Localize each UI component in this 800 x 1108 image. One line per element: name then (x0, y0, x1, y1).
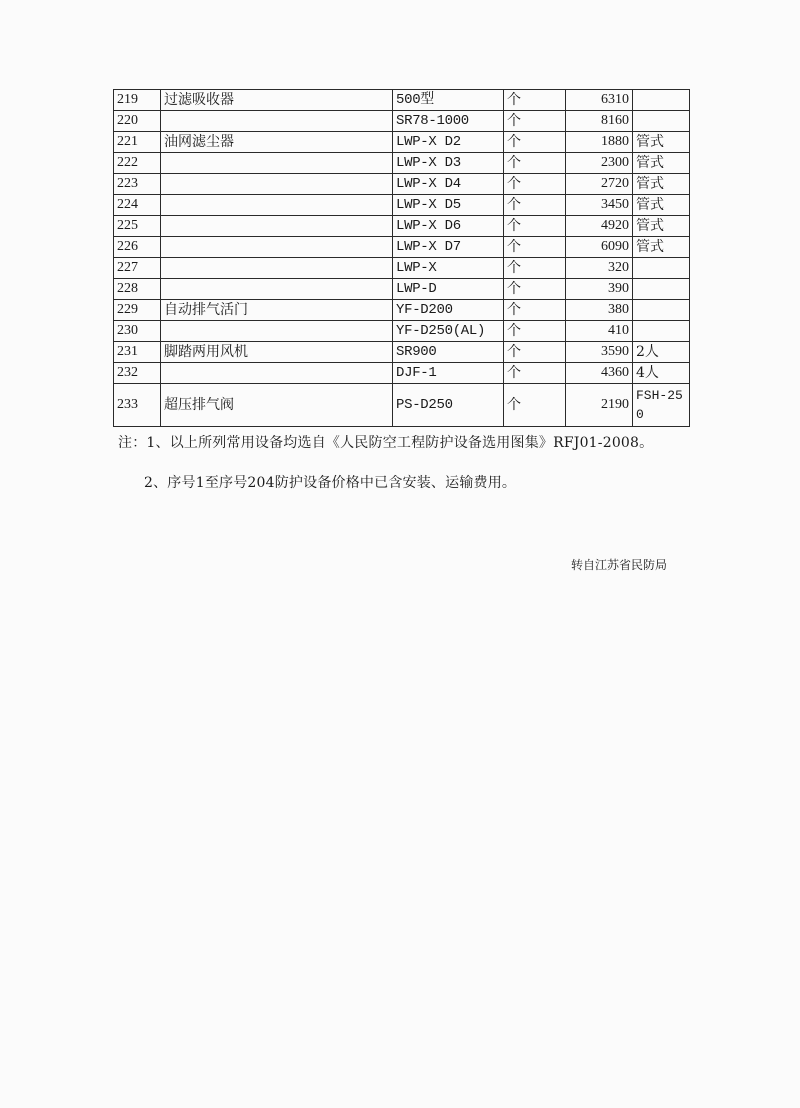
equipment-price: 8160 (566, 111, 633, 132)
equipment-unit: 个 (504, 111, 566, 132)
row-number: 232 (114, 363, 161, 384)
equipment-name (161, 237, 393, 258)
equipment-price-table (113, 89, 690, 427)
equipment-name (161, 111, 393, 132)
equipment-unit: 个 (504, 258, 566, 279)
row-number: 226 (114, 237, 161, 258)
footnote-1: 注：1、以上所列常用设备均选自《人民防空工程防护设备选用图集》RFJ01-2008。 (118, 435, 654, 451)
table-row (114, 258, 690, 279)
equipment-remark: 4人 (633, 363, 690, 384)
equipment-model: SR900 (393, 342, 504, 363)
equipment-model: LWP-X D4 (393, 174, 504, 195)
equipment-model: LWP-X D3 (393, 153, 504, 174)
equipment-price: 380 (566, 300, 633, 321)
equipment-remark (633, 300, 690, 321)
equipment-price: 6090 (566, 237, 633, 258)
equipment-name: 脚踏两用风机 (161, 342, 393, 363)
table-row (114, 279, 690, 300)
row-number: 229 (114, 300, 161, 321)
equipment-model: LWP-X (393, 258, 504, 279)
equipment-unit: 个 (504, 300, 566, 321)
equipment-remark (633, 258, 690, 279)
equipment-remark (633, 321, 690, 342)
equipment-name (161, 216, 393, 237)
equipment-remark: FSH-250 (633, 384, 690, 427)
equipment-unit: 个 (504, 174, 566, 195)
equipment-name: 自动排气活门 (161, 300, 393, 321)
equipment-model: LWP-X D7 (393, 237, 504, 258)
equipment-model: SR78-1000 (393, 111, 504, 132)
equipment-unit: 个 (504, 321, 566, 342)
equipment-model: YF-D250(AL) (393, 321, 504, 342)
equipment-model: YF-D200 (393, 300, 504, 321)
equipment-remark: 管式 (633, 195, 690, 216)
table-row (114, 216, 690, 237)
equipment-unit: 个 (504, 216, 566, 237)
equipment-price: 4920 (566, 216, 633, 237)
table-row (114, 174, 690, 195)
equipment-name (161, 258, 393, 279)
equipment-remark: 管式 (633, 153, 690, 174)
row-number: 221 (114, 132, 161, 153)
equipment-name (161, 321, 393, 342)
equipment-remark (633, 279, 690, 300)
equipment-remark: 管式 (633, 237, 690, 258)
table-row (114, 111, 690, 132)
equipment-unit: 个 (504, 363, 566, 384)
equipment-price: 2720 (566, 174, 633, 195)
equipment-unit: 个 (504, 153, 566, 174)
table-row (114, 300, 690, 321)
equipment-name (161, 153, 393, 174)
equipment-unit: 个 (504, 195, 566, 216)
equipment-unit: 个 (504, 342, 566, 363)
table-row (114, 153, 690, 174)
equipment-price: 3590 (566, 342, 633, 363)
equipment-model: DJF-1 (393, 363, 504, 384)
equipment-remark: 2人 (633, 342, 690, 363)
equipment-model: LWP-X D2 (393, 132, 504, 153)
row-number: 233 (114, 384, 161, 427)
equipment-price: 410 (566, 321, 633, 342)
source-attribution: 转自江苏省民防局 (571, 558, 668, 572)
equipment-name: 超压排气阀 (161, 384, 393, 427)
table-row (114, 363, 690, 384)
footnote-2: 2、序号1至序号204防护设备价格中已含安装、运输费用。 (144, 475, 517, 491)
equipment-name: 油网滤尘器 (161, 132, 393, 153)
table-row (114, 195, 690, 216)
table-row (114, 237, 690, 258)
row-number: 224 (114, 195, 161, 216)
row-number: 231 (114, 342, 161, 363)
equipment-remark: 管式 (633, 174, 690, 195)
equipment-price: 2300 (566, 153, 633, 174)
row-number: 228 (114, 279, 161, 300)
equipment-price: 2190 (566, 384, 633, 427)
equipment-remark: 管式 (633, 216, 690, 237)
equipment-remark (633, 90, 690, 111)
equipment-name (161, 195, 393, 216)
row-number: 227 (114, 258, 161, 279)
equipment-price: 320 (566, 258, 633, 279)
equipment-name (161, 363, 393, 384)
table-row (114, 321, 690, 342)
equipment-price: 4360 (566, 363, 633, 384)
row-number: 219 (114, 90, 161, 111)
equipment-unit: 个 (504, 132, 566, 153)
equipment-unit: 个 (504, 237, 566, 258)
equipment-price: 3450 (566, 195, 633, 216)
equipment-price: 6310 (566, 90, 633, 111)
equipment-remark: 管式 (633, 132, 690, 153)
table-row (114, 132, 690, 153)
equipment-model: LWP-D (393, 279, 504, 300)
equipment-price: 390 (566, 279, 633, 300)
row-number: 223 (114, 174, 161, 195)
equipment-name (161, 279, 393, 300)
row-number: 220 (114, 111, 161, 132)
row-number: 230 (114, 321, 161, 342)
equipment-model: LWP-X D5 (393, 195, 504, 216)
equipment-model: 500型 (393, 90, 504, 111)
row-number: 225 (114, 216, 161, 237)
row-number: 222 (114, 153, 161, 174)
table-row (114, 342, 690, 363)
table-row (114, 90, 690, 111)
equipment-name: 过滤吸收器 (161, 90, 393, 111)
equipment-price: 1880 (566, 132, 633, 153)
equipment-model: LWP-X D6 (393, 216, 504, 237)
equipment-unit: 个 (504, 90, 566, 111)
equipment-remark (633, 111, 690, 132)
equipment-unit: 个 (504, 384, 566, 427)
equipment-name (161, 174, 393, 195)
equipment-unit: 个 (504, 279, 566, 300)
table-row (114, 384, 690, 427)
equipment-model: PS-D250 (393, 384, 504, 427)
